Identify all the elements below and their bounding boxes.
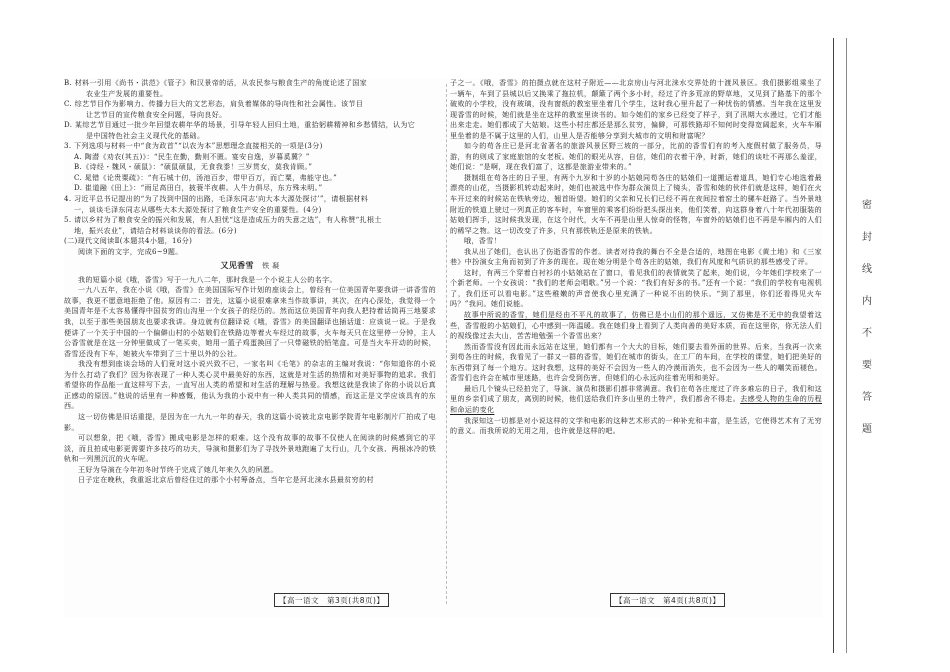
story-paragraph: 如今的苟各庄已是河北省著名的旅游风景区野三坡的一部分，比前的香雪们有的考入度假村做了服务员，导游，有的则成了家庭旅馆的女老板。她们的眼光从容，自信，她们的衣着干净，时新，她们的谈吐不再那么羞涩，她们说：“是啊，现在我们富了，这都是旅游业带来的。” xyxy=(450,141,822,172)
option-line: C. 晁错《论贵粟疏》：“有石城十仞，汤池百步，带甲百万，而亡粟，弗能守也。” xyxy=(74,172,338,182)
question-line: C. 综艺节目作为影响力、传播力巨大的文艺形态，肩负着媒体的导向性和社会属性。该节目 xyxy=(64,99,364,109)
binding-line-inner xyxy=(846,38,847,653)
question-line: 5. 请以乡村为了粮食安全的振兴和发展，有人担忧“这是造成压力的失意之选”，有人称赞“扎根土 xyxy=(64,215,382,225)
story-paragraph: 这一切仿佛是旧话重提，是因为在一九九一年的春天，我的这篇小说被北京电影学院青年电影制片厂拍成了电影。 xyxy=(64,411,436,432)
underlined-sentence: 去感受人物的生命的历程和命运的变化 xyxy=(450,394,822,414)
margin-char: 要 xyxy=(862,360,872,371)
margin-char: 内 xyxy=(862,296,872,307)
story-paragraph: 摄制组在苟各庄的日子里，有两个九岁和十岁的小姑娘同苟各庄的姑娘们一道搬运着道具，她们专心地选着最漂亮的山花，当摄影机转动起来时，她们也被选中作为群众演员上了镜头，香雪和她的伙伴们就是这样，她们在火车开过来的时候站在铁轨旁边，翘首盼望。她们的父亲和兄长们已经不再在夜间拉着窑土的骡车赶路了。当外景地附近的铁道上驶过一列真正的客车时，车窗里的乘客们纷纷把头探出来，他们笑着，向这群身着八十年代初服装的姑娘们挥手，这时候我发现，在这个时代，火车不再是山里人惊奇的怪物，车窗外的姑娘们也不再是车厢内的人们的稀罕之物。这一切改变了许多，只有那铁轨还是原来的铁轨。 xyxy=(450,172,822,235)
section-intro: 阅读下面的文字，完成6~9题。 xyxy=(78,246,183,256)
margin-char: 答 xyxy=(862,392,872,403)
option-line: B.《诗经・魏风・硕鼠》：“硕鼠硕鼠，无食我黍！三岁贯女，莫我肯顾。” xyxy=(74,162,313,172)
page-footer-right: 【高一语文 第4页(共8页)】 xyxy=(610,593,725,607)
margin-char: 密 xyxy=(862,200,872,211)
question-line: 是中国特色社会主义现代化的基础。 xyxy=(86,130,205,140)
story-paragraph: 可以想象，把《哦，香雪》搬成电影是怎样的艰难。这个没有故事的故事不仅使人在阅读的时候感到它的平淡，而且拍成电影更需要许多技巧的功夫，导演和摄影们为了寻找外景地跑遍了太行山，几个女孩、两根冰冷的铁轨和一列黑沉沉的火车呢。 xyxy=(64,433,436,464)
page-footer-left: 【高一语文 第3页(共8页)】 xyxy=(274,593,389,607)
story-author: 铁 凝 xyxy=(262,262,280,271)
story-paragraph: 我没有想到座谈会场的人们竟对这小说兴致不已，一家名叫《毛笔》的杂志的主编对我说：“你知道你的小说为什么打动了我们？因为你表现了一种人类心灵中最美好的东西，这就是对生活的热情和对美好事物的追求。我们希望你的作品能一直这样写下去，一直写出人类的希望和对生活的理解与热爱。我想这就是我读了你的小说以后真正感动的原因。”他说的话里有一种感慨，他认为我的小说中有一种人类共同的情感，而这正是文学应该具有的东西。 xyxy=(64,359,436,411)
story-paragraph: 这时，有两三个穿着白衬衫的小姑娘站在了窗口，看见我们的表情就笑了起来，她们说，今年她们学校来了一个新老师。一个女孩说：“我们的老师会唱歌。”另一个说：“我们有好多的书。”还有一个说：“我们的学校有电视机了，我们还可以看电影。”这些稚嫩的声音使我心里充满了一种说不出的快乐。“到了那里，你们还看得见火车吗？”我问。她们说能。 xyxy=(450,267,822,309)
story-paragraph: 王好为导演在今年初冬时节终于完成了她几年来久久的夙愿。 xyxy=(78,464,278,474)
question-line: 3. 下列选项与材料一中“食为政首”“以农为本”思想理念直接相关的一项是(3分) xyxy=(64,141,323,151)
story-paragraph xyxy=(450,310,822,342)
question-line: 让艺节目的宣传粮食安全问题，导向良好。 xyxy=(86,109,227,119)
story-paragraph: 我的短篇小说《哦，香雪》写于一九八二年，那时我是一个小说主人公的名字。 xyxy=(78,274,337,284)
question-line: 一，谈谈毛泽东同志从哪些大本大源处探讨了粮食生产安全的重要性。(4分) xyxy=(74,204,322,214)
binding-line xyxy=(833,38,834,653)
question-line: D. 某综艺节目通过一批少年回望农耕年华的场景，引导年轻人回归土地，重拾躬耕精神和乡愁情结，认为它 xyxy=(64,120,416,130)
binding-margin-notice xyxy=(858,190,876,446)
margin-char: 封 xyxy=(862,232,872,243)
question-line: 地，振兴农业”，请结合材料谈谈你的看法。(6分) xyxy=(74,225,237,235)
story-paragraph: 然而香雪没有因此而永远站在这里，她们都有一个大大的目标，她们要去看外面的世界。后来，当我再一次来到苟各庄的时候，我看见了一群又一群的香雪，她们在城市的街头，在工厂的车间，在学校的课堂，她们把美好的东西带到了每一个地方。这时我想，这样的美好不会因为一些人的冷漠而消失，也不会因为一些人的嘲笑而褪色。香雪们也许会在城市里迷路，也许会受到伤害，但她们的心永远向往着光明和美好。 xyxy=(450,341,822,383)
story-paragraph xyxy=(450,384,822,416)
left-column xyxy=(64,78,436,618)
exam-sheet xyxy=(64,78,822,618)
question-line: 农业生产发展的重要性。 xyxy=(86,88,168,98)
underlined-sentence: 故事中所说的香雪，她们是经由不平凡的故事了，仿佛已是小山们的那个遥远，又仿佛是不无中的 xyxy=(464,310,792,320)
margin-char: 不 xyxy=(862,328,872,339)
story-paragraph: 我深知这一切都是对小说这样的文学和电影的这种艺术形式的一种补充和丰富，是生活，它使得艺术有了无穷的意义。而我所说的无用之用，也许就是这样的吧。 xyxy=(450,415,822,436)
story-text: 我望着这些，香雪般的小姑娘们，心中感到一阵温暖。我在她们身上看到了人类向善的美好本质，而在这里你，你无法人们的视线像过去大山，苦苦地勉强一个香雪出来？ xyxy=(450,310,822,341)
option-line: D. 崔道融《田上》：“雨足高田白，披蓑半夜耕。人牛力俱尽，东方殊未明。” xyxy=(74,183,323,193)
column-divider xyxy=(446,84,447,604)
story-exclamation: 哦，香雪！ xyxy=(464,236,501,246)
story-title-text: 又见香雪 xyxy=(220,260,254,271)
story-paragraph: 日子定在晚秋，我重返北京后曾经住过的那个小村筹备点，当年它是河北涞水县最贫穷的村 xyxy=(78,475,374,485)
section-heading: (二)现代文阅读Ⅱ(本题共4小题，16分) xyxy=(64,236,193,246)
right-column xyxy=(450,78,822,618)
margin-char: 线 xyxy=(862,264,872,275)
story-paragraph: 子之一。《哦，香雪》的拍摄点就在这村子附近——北京房山与河北涞水交界处的十渡风景区。我们摄影组乘坐了一辆车，车到了县城以后又换乘了拖拉机，颠簸了两个多小时，经过了许多荒凉的野草地，又见到了路基下的那个破败的小学校，没有玻璃，没有窗纸的教室里坐着几个学生，这时我心里升起了一种忧伤的情感。当年我在这里发现香雪的时候，她们就是坐在这样的教室里读书的。如今她们的家乡已经变了样子，到了汛期大水漫过，它们才能出来走走。她们都成了大姑娘。这些小村庄都还是那么贫穷，偏僻，可那铁路却不知何时变得宽阔起来，火车车厢里坐着的是不属于这里的人们，山里人是否能够分享到大城市的文明和财富呢？ xyxy=(450,78,822,140)
question-line: 4. 习近平总书记提出的“为了找到中国的出路，毛泽东同志‘向大本大源处探讨’”，请根据材料 xyxy=(64,194,369,204)
margin-char: 题 xyxy=(862,424,872,435)
story-title xyxy=(64,260,436,272)
story-paragraph: 一九八五年，我在小说《哦，香雪》在美国国际写作计划的座谈会上，曾经有一位美国青年要我讲一讲香雪的故事，我更不愿意地拒绝了他。原因有二：首先，这篇小说很难拿来当作故事讲，其次，在内心深处，我觉得一个美国青年是不太容易懂得中国贫穷的山沟里一个女孩子的经历的。然而这位美国青年向我人把持着话筒再三地要求我，以至于那些美国朋友也要求我讲。身边就有位翻译说《哦，香雪》的美国翻译也插话道：应该说一说。于是我便讲了一个关于中国的一个偏僻山村的小姑娘们在铁路边等着火车经过的故事，火车每天只在这里停一分钟，主人公香雪就是在这一分钟里做成了一笔买卖，她用一篮子鸡蛋换回了一只带磁铁的铅笔盒。可是当火车开动的时候，香雪还没有下车，她被火车带到了三十里以外的公社。 xyxy=(64,285,436,358)
option-line: A. 陶潜《劝农(其五)》：“民生在勤，勤则不匮。宴安自逸，岁暮奚冀？” xyxy=(74,151,310,161)
story-text: 最后几个镜头已经拍完了，导演、演员和摄影们都非常满意。我们在苟各庄度过了许多难忘的日子，我们和这里的乡亲们成了朋友，离别的时候，他们送给我们许多山里的土特产，我们都舍不得走。 xyxy=(450,383,822,404)
story-paragraph: 我从出了她们，也认出了伤逝香雪的作者。读者对待我的舞台不全是合适的，地图在电影《黄土地》和《三家巷》中扮演女主角而初到了许多的现在。现在她分明是个苟各庄的姑娘，我们有风度和气质识的那些感受了评。 xyxy=(450,246,822,267)
question-line: B. 材料一引用《尚书・洪范》《管子》和汉景帝的话，从农民参与粮食生产的角度论述了国家 xyxy=(64,78,368,87)
